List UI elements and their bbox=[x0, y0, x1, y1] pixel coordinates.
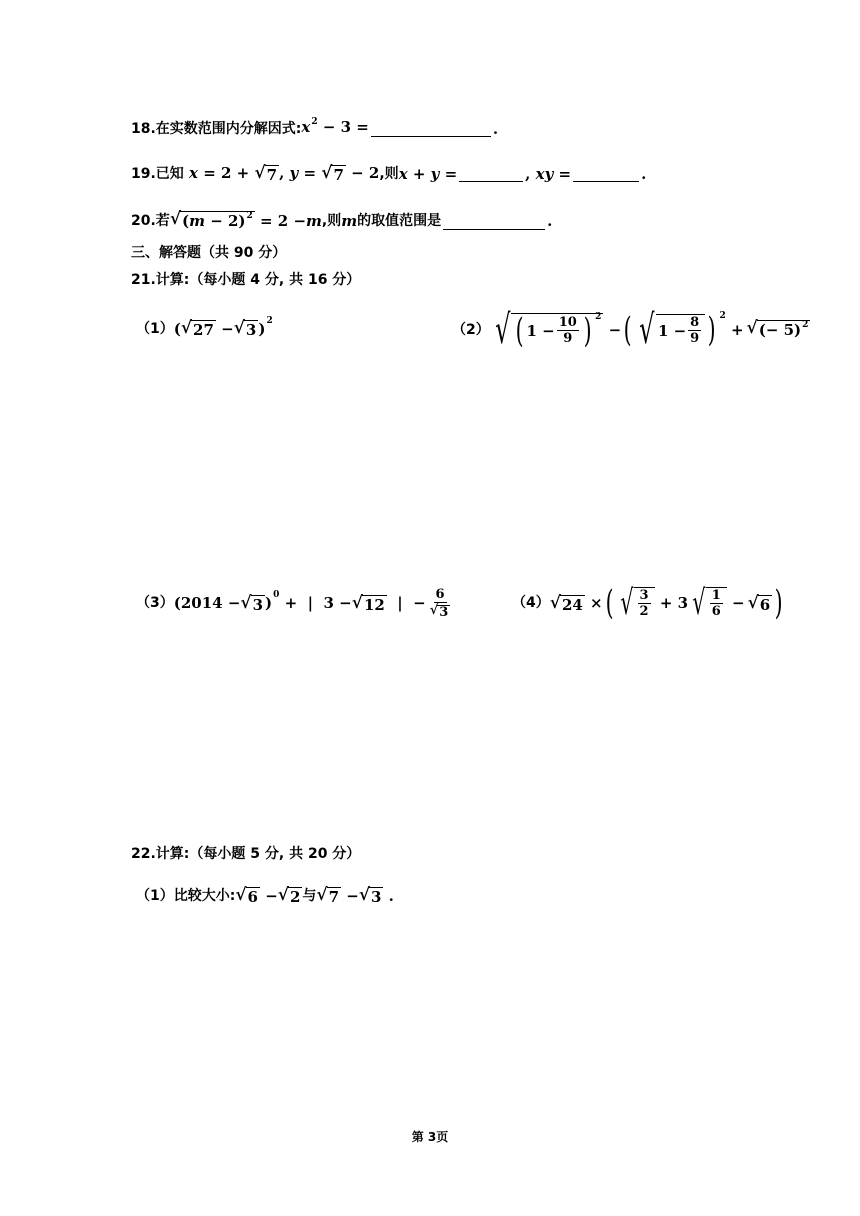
question-20 bbox=[131, 209, 552, 233]
q22-part-1-text: 比较大小: bbox=[173, 887, 236, 904]
answer-blank-19b[interactable] bbox=[573, 165, 639, 182]
page-number: 第 3页 bbox=[411, 1130, 449, 1144]
question-20-expression: √ $(m - 2)^2$ = 2 − m bbox=[170, 209, 322, 233]
question-22-title: 22.计算:（每小题 5 分, 共 20 分） bbox=[131, 846, 361, 862]
q22-part-1-expr: √ 6 − √ 2 与 √ 7 − √ 3 . bbox=[235, 885, 394, 906]
q22-part-1-num: （1） bbox=[136, 887, 174, 904]
q21-part-4 bbox=[512, 578, 785, 628]
q21-part-4-num: （4） bbox=[512, 595, 550, 611]
q21-part-1 bbox=[136, 315, 273, 339]
q21-part-4-expr: √ 24 × ( √ $\frac{3}{2}$ + 3 √ $\frac{1}{6}$ − √ 6 ) bbox=[549, 583, 783, 623]
q21-part-3-num: （3） bbox=[136, 595, 174, 611]
question-19 bbox=[131, 163, 646, 184]
section-3-title: 三、解答题（共 90 分） bbox=[131, 245, 287, 261]
question-20-label: 20.若 bbox=[131, 213, 170, 229]
question-19-label: 19.已知 bbox=[131, 165, 184, 182]
question-19-sum: x + y = bbox=[398, 164, 458, 183]
q21-part-2 bbox=[452, 304, 810, 356]
answer-blank-18[interactable] bbox=[371, 120, 491, 137]
question-19-then: ,则 bbox=[379, 165, 399, 182]
q21-part-2-num: （2） bbox=[452, 322, 490, 338]
question-18-expression: $x^2 - 3$ = bbox=[301, 117, 369, 136]
q21-part-2-expr: √ ( 1 − $\frac{10}{9}$ ) 2 − ( √ 1 − $\frac{8}{9}$ ) 2 + √ (− 5)$^2$ bbox=[494, 307, 809, 353]
question-20-text: 的取值范围是 bbox=[357, 213, 442, 229]
question-20-var: m bbox=[341, 212, 358, 230]
answer-blank-19a[interactable] bbox=[459, 165, 523, 182]
question-18-end: . bbox=[492, 119, 499, 138]
question-18-label: 18.在实数范围内分解因式: bbox=[131, 120, 302, 137]
question-18 bbox=[131, 117, 498, 140]
q21-part-1-expr: ( √ 27 − √ 3 ) 2 bbox=[173, 315, 273, 339]
q21-part-3 bbox=[136, 583, 454, 623]
q21-part-3-expr: (2014 − √ 3 ) 0 + | 3 − √ 12 | − 6 √ 3 bbox=[173, 587, 449, 620]
question-21-title: 21.计算:（每小题 4 分, 共 16 分） bbox=[131, 272, 361, 288]
question-19-sep: , bbox=[525, 164, 531, 183]
q22-part-1 bbox=[136, 885, 394, 906]
q21-part-1-num: （1） bbox=[136, 320, 174, 337]
question-19-end: . bbox=[641, 164, 647, 183]
question-20-end: . bbox=[547, 212, 553, 230]
answer-blank-20[interactable] bbox=[443, 213, 545, 230]
question-19-product: xy = bbox=[535, 164, 572, 183]
question-20-then: ,则 bbox=[321, 213, 342, 229]
question-19-given: x = 2 + √ 7 , y = √ 7 − 2 bbox=[189, 163, 380, 184]
